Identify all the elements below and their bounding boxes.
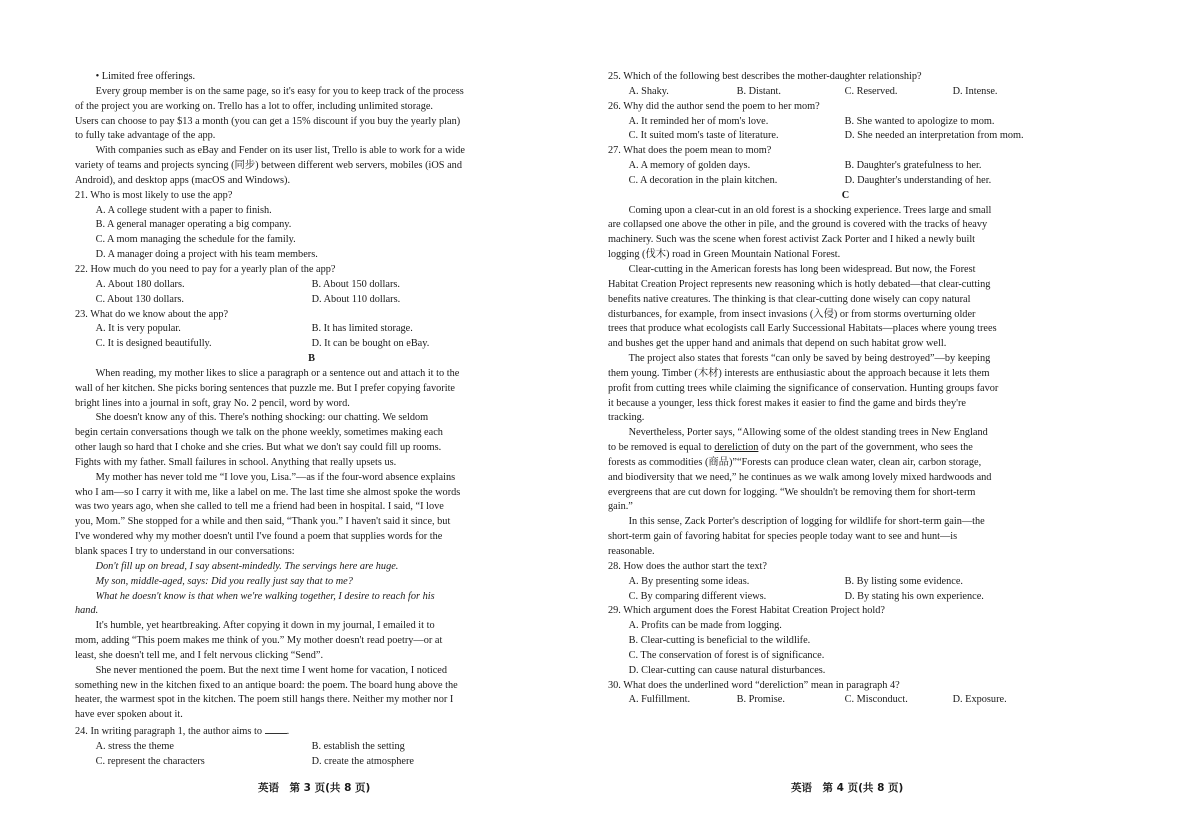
text-line — [608, 441, 1083, 456]
option-c: C. Reserved. — [844, 85, 898, 97]
poem-line: Don't fill up on bread, I say absent-mindedly. The servings here are huge. — [95, 560, 399, 572]
option-c: C. By comparing different views. — [628, 590, 767, 602]
text-line: disturbances, for example, from insect invasions (入侵) or from storms overturning older — [608, 308, 976, 320]
option-b: B. About 150 dollars. — [311, 278, 400, 290]
option-row — [608, 590, 1083, 605]
option-c: C. A mom managing the schedule for the family. — [95, 234, 296, 246]
text-line: of the project you are working on. Trello has a lot to offer, including unlimited storage. — [75, 100, 434, 112]
text-line: wall of her kitchen. She picks boring sentences that puzzle me. But I prefer copying favorite — [75, 382, 455, 394]
text-line: tracking. — [608, 412, 645, 424]
option-d: D. Daughter's understanding of her. — [844, 174, 992, 186]
text-line: evergreens that are cut down for logging. “We shouldn't be removing them for short-term — [608, 486, 976, 498]
option-b: B. Daughter's gratefulness to her. — [844, 160, 982, 172]
text-line: it because a younger, less thick forest makes it easier to find the game and birds they're — [608, 397, 966, 409]
passage-c-paragraph-2 — [608, 263, 1083, 352]
text-line: With companies such as eBay and Fender on its user list, Trello is able to work for a wide — [95, 145, 465, 157]
option-row — [75, 755, 548, 770]
option-b: B. Promise. — [736, 694, 785, 706]
text-line: machinery. Such was the scene when forest activist Zack Porter and I hiked a newly built — [608, 234, 976, 246]
option-b: B. It has limited storage. — [311, 323, 413, 335]
text-line: gain.” — [608, 501, 633, 513]
option-c: C. It suited mom's taste of literature. — [628, 130, 779, 142]
text-line: Every group member is on the same page, so it's easy for you to keep track of the process — [95, 85, 464, 97]
text-line: trees that produce what ecologists call Early Successional Habitats—places where young trees — [608, 323, 997, 335]
option-d: D. A manager doing a project with his team members. — [95, 249, 318, 261]
text-segment: of duty on the part of the government, who sees the — [758, 442, 973, 454]
passage-c-paragraph-1 — [608, 204, 1083, 263]
option-c: C. Misconduct. — [844, 694, 908, 706]
option-a: A. Profits can be made from logging. — [628, 620, 782, 632]
text-line: begin certain conversations though we talk on the phone weekly, sometimes making each — [75, 427, 443, 439]
text-line: was two years ago, when she called to tell me a friend had been in hospital. I said, “I love — [75, 501, 444, 513]
poem-quote — [75, 560, 548, 619]
option-c: C. The conservation of forest is of significance. — [628, 649, 825, 661]
text-line: blank spaces I try to understand in our conversations: — [75, 546, 295, 557]
option-row — [608, 693, 1083, 708]
bullet-item: • Limited free offerings. — [95, 71, 196, 82]
paragraph-pricing — [75, 85, 548, 144]
option-c: C. It is designed beautifully. — [95, 338, 212, 350]
question-29 — [608, 604, 1083, 678]
underlined-word: dereliction — [714, 442, 759, 454]
text-line: forests as commodities (商品)”“Forests can produce clean water, clean air, carbon storage, — [608, 456, 982, 468]
question-25 — [608, 70, 1083, 100]
question-stem: 28. How does the author start the text? — [608, 560, 767, 572]
question-stem: 25. Which of the following best describes the mother-daughter relationship? — [608, 71, 922, 82]
text-line: When reading, my mother likes to slice a paragraph or a sentence out and attach it to the — [95, 367, 460, 379]
question-stem: 27. What does the poem mean to mom? — [608, 145, 772, 157]
option-a: A. stress the theme — [95, 740, 174, 752]
option-row — [608, 174, 1083, 189]
text-line: are collapsed one above the other in pile, and the ground is covered with the tracks of heavy — [608, 219, 988, 231]
text-line: Fights with my father. Small failures in school. Anything that really upsets us. — [75, 456, 397, 468]
question-stem: 26. Why did the author send the poem to her mom? — [608, 100, 820, 112]
option-row — [608, 129, 1083, 144]
passage-b-paragraph-2 — [75, 411, 548, 470]
text-line: I've wondered why my mother doesn't until I've found a poem that supplies words for the — [75, 531, 443, 543]
option-d: D. She needed an interpretation from mom. — [844, 130, 1024, 142]
section-heading-b: B — [308, 353, 315, 365]
page-footer-left: 英语 第 3 页(共 8 页) — [258, 782, 371, 794]
passage-c-paragraph-4 — [608, 426, 1083, 515]
text-line: have ever spoken about it. — [75, 709, 183, 721]
option-b: B. Clear-cutting is beneficial to the wildlife. — [628, 635, 811, 647]
option-row — [608, 85, 1083, 100]
text-line: It's humble, yet heartbreaking. After copying it down in my journal, I emailed it to — [95, 620, 435, 632]
question-26 — [608, 100, 1083, 145]
text-line: Habitat Creation Project represents new reasoning which is hotly debated—that clear-cutting — [608, 278, 991, 290]
text-line: something new in the kitchen fixed to an antique board: the poem. The board hung above the — [75, 679, 458, 691]
passage-b-paragraph-5 — [75, 664, 548, 723]
option-d: D. It can be bought on eBay. — [311, 338, 430, 350]
text-line: She doesn't know any of this. There's nothing shocking: our chatting. We seldom — [95, 412, 429, 424]
poem-line: hand. — [75, 605, 99, 617]
option-d: D. By stating his own experience. — [844, 590, 984, 602]
text-line: Users can choose to pay $13 a month (you can get a 15% discount if you buy the yearly plan) — [75, 115, 461, 127]
option-row — [75, 740, 548, 755]
option-row — [75, 322, 548, 337]
option-row — [75, 337, 548, 352]
option-row — [75, 278, 548, 293]
text-line: Nevertheless, Porter says, “Allowing some of the oldest standing trees in New England — [628, 427, 988, 439]
question-24 — [75, 723, 548, 770]
page-footer-right: 英语 第 4 页(共 8 页) — [791, 782, 904, 794]
passage-c-paragraph-3 — [608, 352, 1083, 426]
text-line: My mother has never told me “I love you, Lisa.”—as if the four-word absence explains — [95, 471, 456, 483]
question-stem: 23. What do we know about the app? — [75, 308, 229, 320]
text-line: who I am—so I carry it with me, like a label on me. The last time she almost spoke the words — [75, 486, 461, 498]
text-line: mom, adding “This poem makes me think of you.” My mother doesn't read poetry—or at — [75, 635, 443, 647]
question-23 — [75, 308, 548, 353]
option-a: A. By presenting some ideas. — [628, 575, 750, 587]
option-d: D. Clear-cutting can cause natural disturbances. — [628, 664, 826, 676]
text-line: reasonable. — [608, 546, 655, 557]
question-stem: 29. Which argument does the Forest Habitat Creation Project hold? — [608, 605, 886, 617]
option-d: D. Intense. — [952, 85, 998, 97]
text-line: to fully take advantage of the app. — [75, 130, 216, 142]
passage-c-paragraph-5 — [608, 515, 1083, 560]
poem-line: My son, middle-aged, says: Did you really just say that to me? — [95, 575, 353, 587]
option-d: D. create the atmosphere — [311, 755, 414, 767]
option-a: A. A memory of golden days. — [628, 160, 751, 172]
text-line: benefits native creatures. The thinking is that clear-cutting done wisely can copy natural — [608, 293, 971, 305]
text-line: variety of teams and projects syncing (同步) between different web servers, mobiles (iOS and — [75, 160, 462, 172]
question-22 — [75, 263, 548, 308]
option-a: A. Shaky. — [628, 85, 669, 97]
option-a: A. Fulfillment. — [628, 694, 691, 706]
poem-line: What he doesn't know is that when we're walking together, I desire to reach for his — [95, 590, 435, 602]
stem-text: 24. In writing paragraph 1, the author aims to — [75, 726, 263, 738]
text-line: profit from cutting trees while claiming the significance of conservation. Hunting groups favor — [608, 382, 999, 394]
stem-text: . — [286, 726, 290, 738]
text-line: Clear-cutting in the American forests has long been widespread. But now, the Forest — [628, 263, 976, 275]
question-30 — [608, 679, 1083, 709]
text-line: bright lines into a journal in soft, gray No. 2 pencil, word by word. — [75, 397, 350, 409]
question-stem: 21. Who is most likely to use the app? — [75, 189, 233, 201]
passage-b-paragraph-4 — [75, 619, 548, 664]
text-line: you, Mom.” She stopped for a while and then said, “Thank you.” I haven't said it since, but — [75, 516, 451, 528]
option-b: B. establish the setting — [311, 740, 405, 752]
option-b: B. By listing some evidence. — [844, 575, 963, 587]
text-line: She never mentioned the poem. But the next time I went home for vacation, I noticed — [95, 664, 448, 676]
option-c: C. About 130 dollars. — [95, 293, 184, 305]
option-a: A. It reminded her of mom's love. — [628, 115, 769, 127]
text-line: The project also states that forests “can only be saved by being destroyed”—by keeping — [628, 353, 991, 365]
option-row — [608, 159, 1083, 174]
option-b: B. She wanted to apologize to mom. — [844, 115, 995, 127]
question-28 — [608, 560, 1083, 605]
paragraph-companies — [75, 144, 548, 189]
right-page-column — [608, 70, 1083, 708]
option-d: D. Exposure. — [952, 694, 1007, 706]
text-line: heater, the warmest spot in the kitchen. The poem still hangs there. Neither my mother nor I — [75, 694, 454, 706]
option-c: C. represent the characters — [95, 755, 205, 767]
option-a: A. It is very popular. — [95, 323, 181, 335]
passage-b-paragraph-1 — [75, 367, 548, 412]
option-b: B. A general manager operating a big company. — [95, 219, 292, 231]
answer-blank — [265, 723, 287, 734]
text-segment: to be removed is equal to — [608, 442, 715, 454]
option-row — [75, 293, 548, 308]
text-line: and bushes get the upper hand and animals that depend on such habitat grow well. — [608, 338, 947, 350]
option-row — [608, 575, 1083, 590]
text-line: them young. Timber (木材) interests are enthusiastic about the approach because it lets them — [608, 367, 990, 379]
text-line: other laugh so hard that I choke and she cries. But what we don't say could fill up rooms. — [75, 442, 442, 454]
section-heading-c: C — [841, 189, 850, 201]
text-line: and biodiversity that we need,” he continues as we walk among lovely mixed hardwoods and — [608, 471, 992, 483]
text-line: Coming upon a clear-cut in an old forest is a shocking experience. Trees large and small — [628, 204, 992, 216]
option-a: A. A college student with a paper to finish. — [95, 204, 272, 216]
option-b: B. Distant. — [736, 85, 781, 97]
option-c: C. A decoration in the plain kitchen. — [628, 174, 778, 186]
passage-b-paragraph-3 — [75, 471, 548, 560]
text-line: In this sense, Zack Porter's description of logging for wildlife for short-term gain—the — [628, 516, 985, 528]
option-d: D. About 110 dollars. — [311, 293, 401, 305]
question-stem: 22. How much do you need to pay for a yearly plan of the app? — [75, 263, 336, 275]
text-line: Android), and desktop apps (macOS and Windows). — [75, 174, 291, 186]
question-27 — [608, 144, 1083, 189]
question-stem: 30. What does the underlined word “dereliction” mean in paragraph 4? — [608, 679, 900, 691]
left-page-column — [75, 70, 548, 770]
text-line: logging (伐木) road in Green Mountain National Forest. — [608, 249, 841, 261]
question-stem — [75, 723, 548, 740]
text-line: short-term gain of favoring habitat for species people today want to see and hunt—is — [608, 531, 958, 543]
option-row — [608, 115, 1083, 130]
text-line: least, she doesn't tell me, and I felt nervous clicking “Send”. — [75, 649, 324, 661]
option-a: A. About 180 dollars. — [95, 278, 185, 290]
question-21 — [75, 189, 548, 263]
